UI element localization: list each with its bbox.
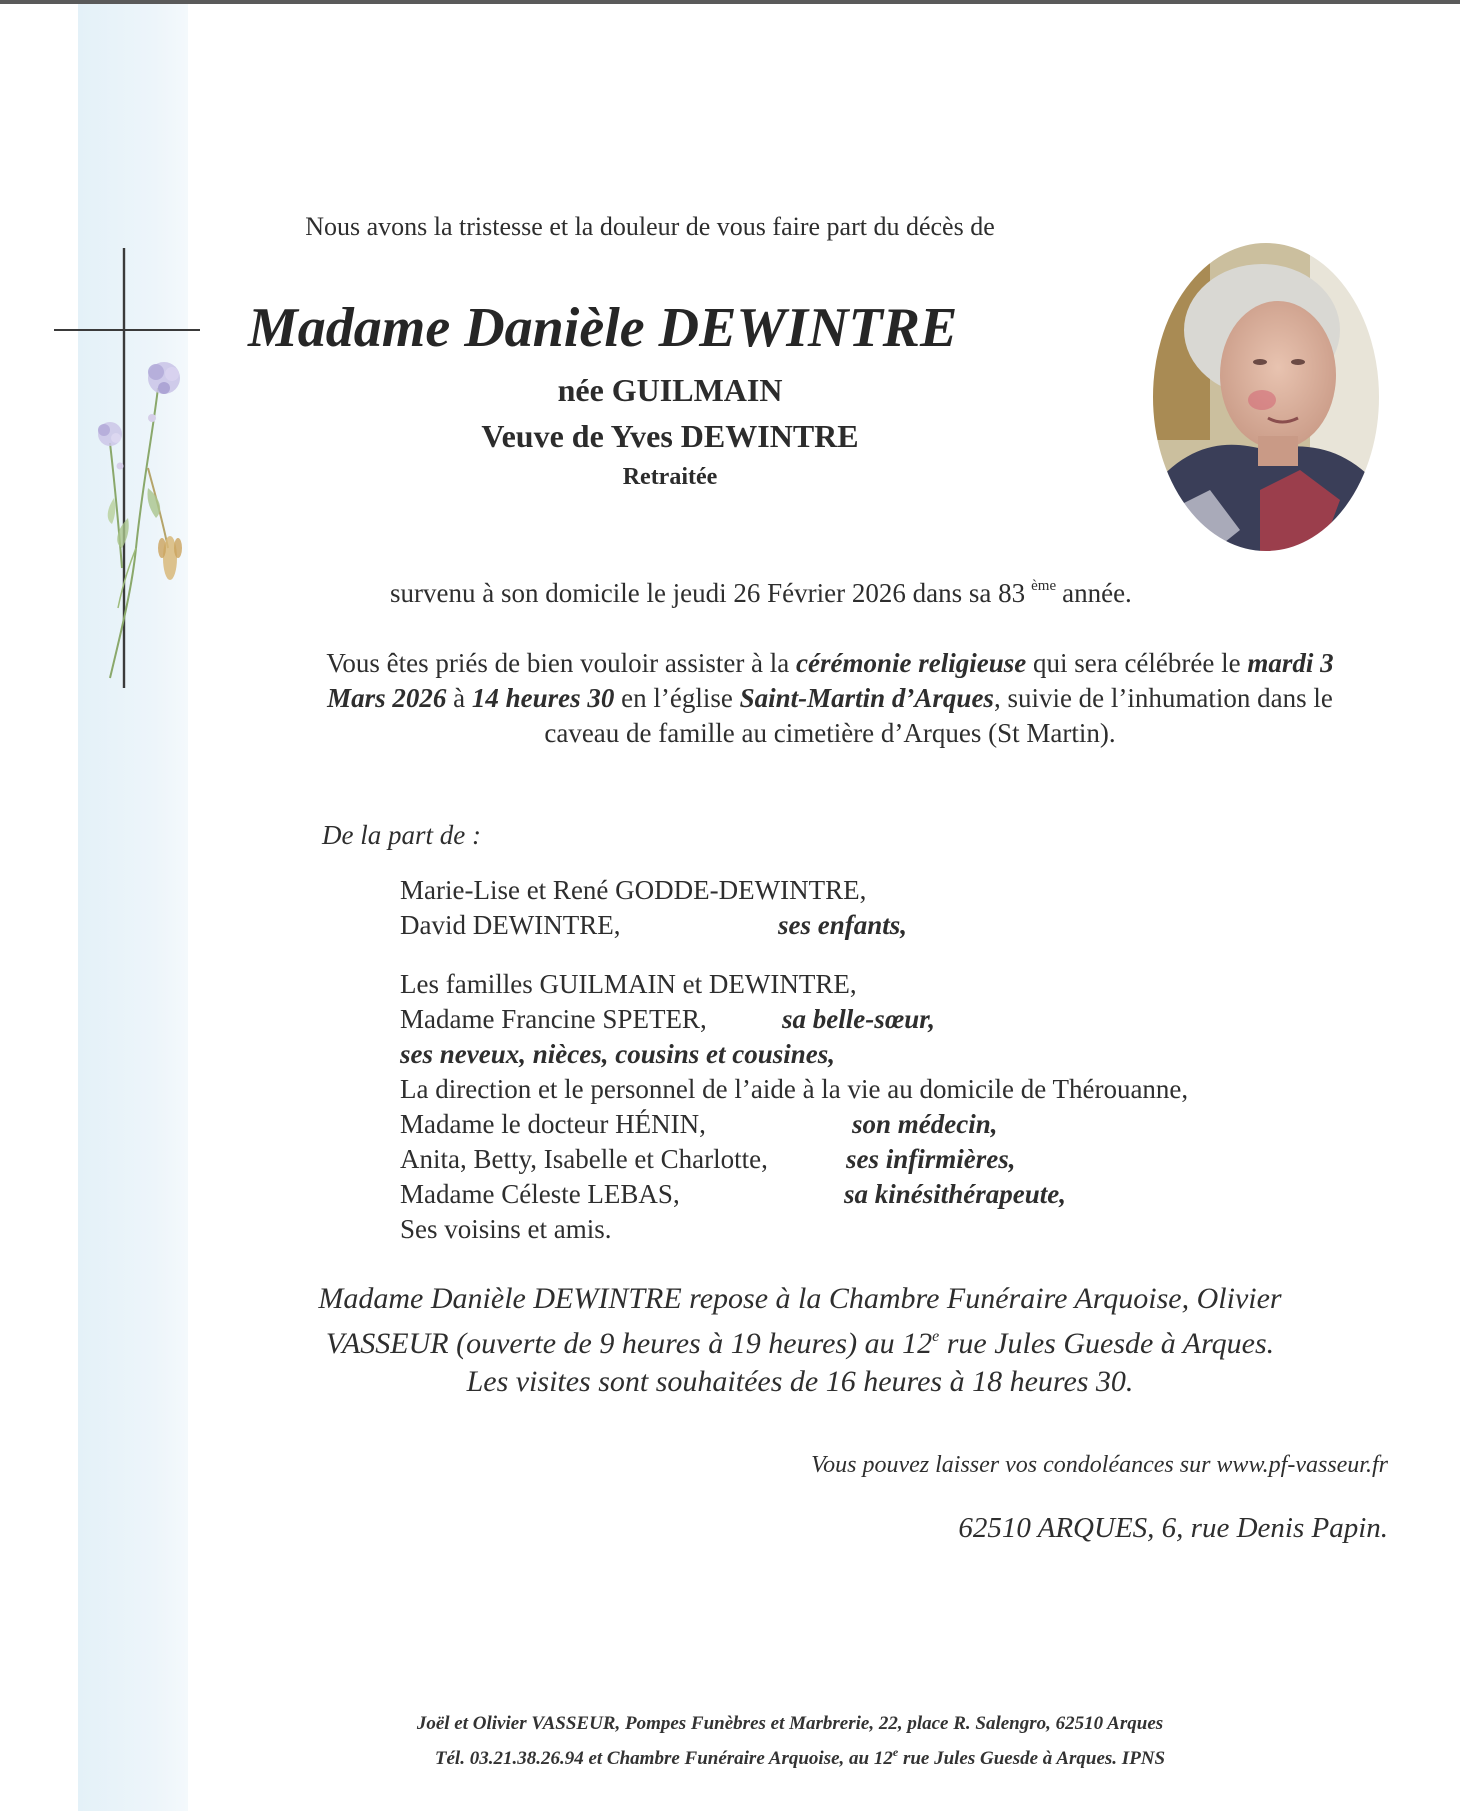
ceremony-text-3: à <box>446 683 472 713</box>
repose-notice <box>240 1280 1360 1401</box>
ceremony-date: mardi 3 Mars 2026 <box>327 648 1334 713</box>
family-relation: sa kinésithérapeute, <box>844 1179 1067 1209</box>
footer <box>0 1710 1460 1773</box>
ceremony-type: cérémonie religieuse <box>796 648 1027 678</box>
family-member: Anita, Betty, Isabelle et Charlotte, <box>400 1144 768 1174</box>
family-relation: ses enfants, <box>778 910 908 940</box>
repose-line-2-sup: e <box>932 1328 940 1345</box>
family-relation: ses infirmières, <box>846 1144 1016 1174</box>
ceremony-text-2: qui sera célébrée le <box>1026 648 1248 678</box>
death-details-suffix: ème <box>1031 578 1057 594</box>
family-list <box>400 873 1360 1247</box>
family-row <box>400 967 1360 1002</box>
footer-line-2 <box>0 1738 1460 1773</box>
from-label: De la part de : <box>322 820 481 850</box>
death-details-end: année. <box>1062 578 1132 608</box>
death-details <box>390 578 1290 609</box>
family-row <box>400 1142 1360 1177</box>
ceremony-time: 14 heures 30 <box>471 683 615 713</box>
family-row <box>400 908 1360 943</box>
family-row <box>400 1177 1360 1212</box>
family-member: Marie-Lise et René GODDE-DEWINTRE, <box>400 875 867 905</box>
funeral-home-address: 62510 ARQUES, 6, rue Denis Papin. <box>958 1512 1388 1544</box>
deceased-name: Madame Danièle DEWINTRE <box>248 297 958 359</box>
ceremony-details <box>300 646 1360 751</box>
family-relation: son médecin, <box>852 1109 998 1139</box>
family-row <box>400 1107 1360 1142</box>
ceremony-church: Saint-Martin d’Arques <box>739 683 994 713</box>
family-member: Ses voisins et amis. <box>400 1214 612 1244</box>
family-row <box>400 873 1360 908</box>
family-relation: sa belle-sœur, <box>782 1004 936 1034</box>
ceremony-text-4: en l’église <box>614 683 740 713</box>
intro-text: Nous avons la tristesse et la douleur de vous faire part du décès de <box>305 212 995 241</box>
family-member: Madame Francine SPETER, <box>400 1004 707 1034</box>
family-relation: ses neveux, nièces, cousins et cousines, <box>400 1039 835 1069</box>
footer-line-2-sup: e <box>892 1745 899 1759</box>
cross-flower-illustration <box>52 248 202 696</box>
top-border <box>0 0 1460 4</box>
family-row <box>400 1072 1360 1107</box>
family-member: Madame le docteur HÉNIN, <box>400 1109 706 1139</box>
widow-of: Veuve de Yves DEWINTRE <box>481 418 859 454</box>
maiden-name: née GUILMAIN <box>557 372 783 408</box>
death-details-text: survenu à son domicile le jeudi 26 Février 2026 dans sa 83 <box>390 578 1026 608</box>
ceremony-text-1: Vous êtes priés de bien vouloir assister à la <box>326 648 797 678</box>
family-member: Madame Céleste LEBAS, <box>400 1179 680 1209</box>
family-member: David DEWINTRE, <box>400 910 621 940</box>
profession: Retraitée <box>622 464 718 490</box>
repose-line-2-end: rue Jules Guesde à Arques. <box>939 1327 1275 1360</box>
ceremony-text-5: , suivie de l’inhumation dans le caveau de famille au cimetière d’Arques (St Martin). <box>544 683 1333 748</box>
repose-line-1: Madame Danièle DEWINTRE repose à la Chambre Funéraire Arquoise, Olivier <box>318 1282 1282 1315</box>
family-row <box>400 1002 1360 1037</box>
family-row <box>400 1037 1360 1072</box>
portrait-photo <box>1150 240 1382 554</box>
repose-line-3: Les visites sont souhaitées de 16 heures à 18 heures 30. <box>466 1365 1134 1398</box>
family-member: Les familles GUILMAIN et DEWINTRE, <box>400 969 857 999</box>
family-member: La direction et le personnel de l’aide à la vie au domicile de Thérouanne, <box>400 1074 1189 1104</box>
family-row <box>400 1212 1360 1247</box>
footer-line-2-end: rue Jules Guesde à Arques. IPNS <box>898 1748 1166 1769</box>
repose-line-2: VASSEUR (ouverte de 9 heures à 19 heures) au 12 <box>325 1327 933 1360</box>
condolences-link: Vous pouvez laisser vos condoléances sur www.pf-vasseur.fr <box>811 1452 1388 1478</box>
footer-line-2-text: Tél. 03.21.38.26.94 et Chambre Funéraire Arquoise, au 12 <box>434 1748 893 1769</box>
footer-line-1: Joël et Olivier VASSEUR, Pompes Funèbres et Marbrerie, 22, place R. Salengro, 62510 Arques <box>416 1713 1164 1734</box>
